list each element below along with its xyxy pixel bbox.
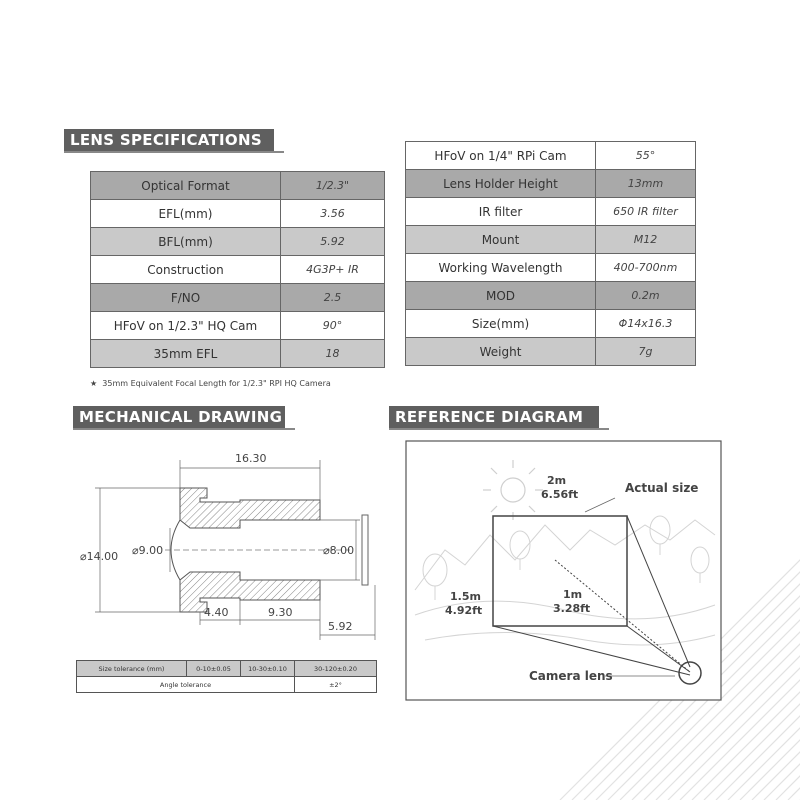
spec-label: EFL(mm): [91, 200, 281, 228]
width-ft-label: 6.56ft: [541, 488, 579, 501]
dist-m-label: 1m: [563, 588, 583, 601]
reference-diagram: [405, 440, 723, 702]
spec-value: 3.56: [281, 200, 385, 228]
spec-label: Mount: [406, 226, 596, 254]
spec-row: [91, 340, 385, 368]
actual-size-label: Actual size: [625, 481, 699, 495]
spec-label: Working Wavelength: [406, 254, 596, 282]
spec-value: 13mm: [596, 170, 696, 198]
hatch-line: [752, 380, 800, 800]
footnote-text: 35mm Equivalent Focal Length for 1/2.3" RPI HQ Camera: [102, 379, 331, 388]
dim-rear-dia: ⌀8.00: [323, 544, 355, 557]
spec-row: [406, 310, 696, 338]
lens-body-bottom: [180, 572, 320, 612]
hatch-line: [716, 380, 800, 800]
spec-label: Construction: [91, 256, 281, 284]
dim-length: 16.30: [235, 452, 267, 465]
height-m-label: 1.5m: [450, 590, 481, 603]
width-m-label: 2m: [547, 474, 567, 487]
star-icon: ★: [90, 379, 98, 388]
spec-row: [91, 172, 385, 200]
dist-ft-label: 3.28ft: [553, 602, 591, 615]
spec-label: HFoV on 1/2.3" HQ Cam: [91, 312, 281, 340]
spec-label: MOD: [406, 282, 596, 310]
dim-inner-dia: ⌀9.00: [132, 544, 164, 557]
dim-outer-dia: ⌀14.00: [80, 550, 119, 563]
spec-value: 4G3P+ IR: [281, 256, 385, 284]
spec-label: Weight: [406, 338, 596, 366]
spec-label: Optical Format: [91, 172, 281, 200]
spec-value: 5.92: [281, 228, 385, 256]
angle-tolerance-value: ±2°: [295, 677, 377, 693]
spec-value: 650 IR filter: [596, 198, 696, 226]
tolerance-range: 30-120±0.20: [295, 661, 377, 677]
spec-row: [406, 338, 696, 366]
mechanical-drawing: [70, 440, 390, 650]
reference-diagram-title: REFERENCE DIAGRAM: [389, 406, 599, 428]
spec-value: 400-700nm: [596, 254, 696, 282]
spec-value: 90°: [281, 312, 385, 340]
spec-row: [91, 228, 385, 256]
dim-flange: 4.40: [204, 606, 229, 619]
spec-row: [406, 226, 696, 254]
height-ft-label: 4.92ft: [445, 604, 483, 617]
sensor-plate: [362, 515, 368, 585]
spec-label: BFL(mm): [91, 228, 281, 256]
mechanical-drawing-underline: [73, 428, 295, 430]
spec-row: [91, 200, 385, 228]
tolerance-range: 10-30±0.10: [241, 661, 295, 677]
spec-label: IR filter: [406, 198, 596, 226]
tolerance-row: [77, 677, 377, 693]
spec-value: 2.5: [281, 284, 385, 312]
spec-row: [91, 284, 385, 312]
camera-lens-label: Camera lens: [529, 669, 613, 683]
dim-bfl: 5.92: [328, 620, 353, 633]
tolerance-row: [77, 661, 377, 677]
tolerance-table: [76, 660, 377, 693]
spec-row: [91, 312, 385, 340]
lens-specs-left-table: [90, 171, 385, 368]
size-tolerance-label: Size tolerance (mm): [77, 661, 187, 677]
spec-row: [406, 198, 696, 226]
angle-tolerance-label: Angle tolerance: [77, 677, 295, 693]
spec-value: 1/2.3": [281, 172, 385, 200]
spec-value: 55°: [596, 142, 696, 170]
spec-label: Size(mm): [406, 310, 596, 338]
footnote: [90, 379, 331, 388]
spec-label: HFoV on 1/4" RPi Cam: [406, 142, 596, 170]
spec-value: 7g: [596, 338, 696, 366]
spec-row: [91, 256, 385, 284]
dim-thread: 9.30: [268, 606, 293, 619]
spec-row: [406, 170, 696, 198]
lens-specs-title: LENS SPECIFICATIONS: [64, 129, 274, 151]
spec-label: 35mm EFL: [91, 340, 281, 368]
mechanical-drawing-title: MECHANICAL DRAWING: [73, 406, 285, 428]
spec-row: [406, 142, 696, 170]
lens-body-top: [180, 488, 320, 528]
spec-row: [406, 282, 696, 310]
spec-value: 18: [281, 340, 385, 368]
lens-specs-underline: [64, 151, 284, 153]
spec-value: M12: [596, 226, 696, 254]
spec-value: Φ14x16.3: [596, 310, 696, 338]
spec-label: Lens Holder Height: [406, 170, 596, 198]
spec-value: 0.2m: [596, 282, 696, 310]
reference-diagram-underline: [389, 428, 609, 430]
spec-row: [406, 254, 696, 282]
lens-specs-right-table: [405, 141, 696, 366]
tolerance-range: 0-10±0.05: [187, 661, 241, 677]
hatch-line: [728, 380, 800, 800]
spec-label: F/NO: [91, 284, 281, 312]
